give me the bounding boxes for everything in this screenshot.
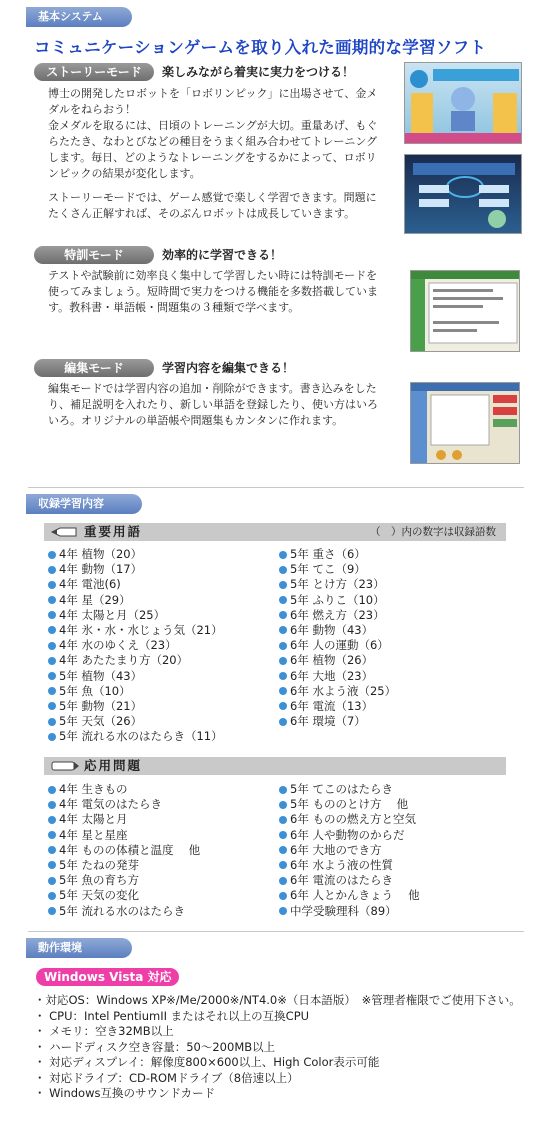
applied-item-label: 4年 生きもの (59, 782, 128, 796)
training-mode-label: 特訓モード (34, 246, 154, 264)
bullet-dot-icon (48, 846, 56, 854)
term-item-label: 6年 大地（23） (290, 668, 374, 683)
requirement-item: ・ Windows互換のサウンドカード (34, 1086, 216, 1100)
divider-1 (28, 487, 524, 488)
applied-item (279, 782, 420, 797)
requirement-item: ・ 対応ディスプレイ：解像度800×600以上、High Color表示可能 (34, 1055, 380, 1069)
applied-item-label: 6年 人とかんきょう 他 (290, 888, 420, 903)
bullet-dot-icon (48, 907, 56, 915)
terms-list-left (48, 547, 223, 744)
bullet-dot-icon (279, 702, 287, 710)
term-item (48, 638, 223, 653)
applied-item (48, 888, 200, 903)
term-item (48, 669, 223, 684)
term-item-label: 6年 電流（13） (290, 698, 374, 713)
applied-item (48, 904, 200, 919)
story-mode-label: ストーリーモード (34, 63, 154, 81)
story-mode-text-2: ストーリーモードでは、ゲーム感覚で楽しく学習できます。問題にたくさん正解すれば、そのぶんロボットは成長していきます。 (48, 191, 377, 220)
applied-item (279, 843, 420, 858)
term-item (279, 562, 396, 577)
applied-item-label: 5年 もののとけ方 他 (290, 797, 409, 812)
applied-list-left (48, 782, 200, 919)
term-item-label: 5年 天気（26） (59, 714, 143, 729)
applied-item-label: 中学受験理科（89） (290, 903, 397, 918)
requirement-item: ・ 対応ドライブ：CD-ROMドライブ（8倍速以上） (34, 1070, 299, 1085)
requirement-item: ・対応OS：Windows XP※/Me/2000※/NT4.0※（日本語版） ※管理者権限でご使用下さい。 (34, 993, 521, 1007)
applied-item (279, 888, 420, 903)
bullet-dot-icon (48, 831, 56, 839)
term-item-label: 6年 水よう液（25） (290, 683, 397, 698)
term-item (48, 714, 223, 729)
applied-item-label: 6年 水よう液の性質 (290, 857, 393, 872)
term-item (48, 699, 223, 714)
term-item (48, 608, 223, 623)
bullet-dot-icon (279, 816, 287, 824)
term-item-label: 4年 水のゆくえ（23） (59, 638, 177, 653)
term-item (279, 577, 396, 592)
term-item (279, 608, 396, 623)
training-screenshot (410, 270, 520, 352)
applied-item-label: 5年 たねの発芽 (59, 857, 139, 872)
training-illustration (411, 271, 520, 352)
section-tab-env-label: 動作環境 (38, 941, 82, 954)
applied-item-label: 5年 流れる水のはたらき (59, 903, 185, 918)
bullet-dot-icon (279, 801, 287, 809)
term-item (279, 623, 396, 638)
bullet-dot-icon (48, 657, 56, 665)
applied-item (48, 812, 200, 827)
bullet-dot-icon (48, 733, 56, 741)
bullet-dot-icon (279, 581, 287, 589)
bullet-dot-icon (48, 877, 56, 885)
bullet-dot-icon (279, 877, 287, 885)
term-item-label: 5年 ふりこ（10） (290, 592, 385, 607)
term-item-label: 6年 燃え方（23） (290, 607, 385, 622)
applied-header-bar (44, 757, 506, 775)
bullet-dot-icon (279, 831, 287, 839)
applied-item-label: 5年 てこのはたらき (290, 782, 393, 796)
term-item (279, 638, 396, 653)
edit-illustration (411, 383, 520, 464)
vista-badge: Windows Vista 対応 (36, 968, 179, 986)
terms-list-right (279, 547, 396, 729)
term-item (279, 699, 396, 714)
applied-item-label: 5年 天気の変化 (59, 888, 139, 903)
requirement-item: ・ ハードディスク空き容量：50～200MB以上 (34, 1039, 276, 1054)
applied-item (48, 873, 200, 888)
story-screenshot-quiz (404, 154, 522, 234)
term-item-label: 5年 とけ方（23） (290, 577, 385, 592)
divider-2 (28, 931, 524, 932)
edit-mode-text: 編集モードでは学習内容の追加・削除ができます。書き込みをしたり、補足説明を入れたり、新しい単語を登録したり、使い方はいろいろ。オリジナルの単語帳や問題集もカンタンに作れます。 (48, 382, 378, 427)
term-item (48, 577, 223, 592)
story-mode-text: 博士の開発したロボットを「ロボリンピック」に出場させて、金メダルをねらおう！ 金メダルを取るには、日頃のトレーニングが大切。重量あげ、もぐらたたき、なわとびなどの種目をうまく組み合わせてトレーニングします。毎日、どのようなトレーニングをするかによって、ロボリンピックの結果が変化します。 (48, 87, 378, 180)
applied-item (48, 858, 200, 873)
section-tab-basic-label: 基本システム (38, 10, 103, 23)
applied-list-right (279, 782, 420, 919)
applied-item-label: 4年 ものの体積と温度 他 (59, 842, 201, 857)
applied-item-label: 6年 ものの燃え方と空気 (290, 812, 416, 827)
robot-illustration (405, 63, 522, 144)
training-mode-subtitle: 効率的に学習できる！ (162, 248, 283, 262)
bullet-dot-icon (279, 626, 287, 634)
term-item-label: 6年 植物（26） (290, 653, 374, 668)
section-tab-env (26, 938, 132, 958)
applied-item-label: 4年 星と星座 (59, 827, 128, 842)
edit-mode-subtitle: 学習内容を編集できる！ (162, 361, 295, 375)
terms-note: （ ）内の数字は収録語数 (370, 526, 496, 538)
applied-item-label: 4年 太陽と月 (59, 812, 128, 827)
applied-item (279, 797, 420, 812)
term-item-label: 6年 人の運動（6） (290, 638, 389, 653)
term-item (279, 547, 396, 562)
term-item (279, 669, 396, 684)
edit-screenshot (410, 382, 520, 464)
bullet-dot-icon (48, 816, 56, 824)
bullet-dot-icon (279, 907, 287, 915)
term-item-label: 4年 植物（20） (59, 547, 143, 561)
term-item-label: 5年 動物（21） (59, 698, 143, 713)
term-item-label: 5年 植物（43） (59, 668, 143, 683)
applied-item-label: 6年 大地のでき方 (290, 842, 382, 857)
term-item (279, 593, 396, 608)
term-item-label: 6年 環境（7） (290, 714, 366, 729)
training-mode-text: テストや試験前に効率良く集中して学習したい時には特訓モードを使ってみましょう。短時間で実力をつける機能を多数搭載しています。教科書・単語帳・問題集の３種類で学べます。 (48, 269, 378, 314)
applied-item (279, 812, 420, 827)
bullet-dot-icon (279, 892, 287, 900)
quiz-illustration (405, 155, 522, 234)
page-headline: コミュニケーションゲームを取り入れた画期的な学習ソフト (34, 38, 487, 57)
applied-item-label: 5年 魚の育ち方 (59, 873, 139, 888)
requirement-item: ・ メモリ：空き32MB以上 (34, 1024, 174, 1038)
terms-title: 重要用語 (84, 524, 143, 539)
term-item-label: 4年 太陽と月（25） (59, 607, 166, 622)
term-item-label: 5年 魚（10） (59, 683, 131, 698)
section-tab-contents (26, 494, 142, 514)
term-item (48, 623, 223, 638)
applied-item (279, 858, 420, 873)
bullet-dot-icon (48, 596, 56, 604)
bullet-dot-icon (48, 551, 56, 559)
bullet-dot-icon (279, 861, 287, 869)
bullet-dot-icon (279, 566, 287, 574)
bullet-dot-icon (279, 611, 287, 619)
bullet-dot-icon (48, 566, 56, 574)
bullet-dot-icon (48, 718, 56, 726)
applied-title: 応用問題 (84, 758, 143, 773)
system-requirements (34, 993, 524, 1102)
applied-item (279, 904, 420, 919)
bullet-dot-icon (48, 687, 56, 695)
term-item-label: 5年 てこ（9） (290, 562, 366, 577)
term-item-label: 5年 流れる水のはたらき（11） (59, 729, 223, 744)
bullet-dot-icon (279, 642, 287, 650)
applied-item (279, 873, 420, 888)
bullet-dot-icon (279, 657, 287, 665)
term-item (48, 562, 223, 577)
bullet-dot-icon (48, 642, 56, 650)
term-item-label: 4年 動物（17） (59, 562, 143, 577)
bullet-dot-icon (48, 892, 56, 900)
bullet-dot-icon (48, 861, 56, 869)
edit-mode-label: 編集モード (34, 359, 154, 377)
story-screenshot-robot (404, 62, 522, 144)
term-item-label: 4年 あたたまり方（20） (59, 653, 189, 668)
bullet-dot-icon (48, 801, 56, 809)
term-item (48, 593, 223, 608)
term-item (279, 714, 396, 729)
applied-item (48, 828, 200, 843)
story-mode-subtitle: 楽しみながら着実に実力をつける！ (162, 65, 355, 79)
bullet-dot-icon (48, 581, 56, 589)
bullet-dot-icon (48, 611, 56, 619)
requirement-item: ・ CPU：Intel PentiumII またはそれ以上の互換CPU (34, 1008, 310, 1023)
bullet-dot-icon (48, 626, 56, 634)
bullet-dot-icon (279, 846, 287, 854)
applied-item (48, 797, 200, 812)
term-item (48, 729, 223, 744)
bullet-dot-icon (279, 551, 287, 559)
bullet-dot-icon (279, 786, 287, 794)
section-tab-contents-label: 収録学習内容 (38, 497, 104, 510)
term-item (48, 547, 223, 562)
bullet-dot-icon (48, 702, 56, 710)
term-item-label: 6年 動物（43） (290, 622, 374, 637)
term-item (48, 653, 223, 668)
applied-item (48, 782, 200, 797)
section-tab-basic (26, 7, 132, 27)
term-item (279, 653, 396, 668)
applied-item-label: 4年 電気のはたらき (59, 797, 162, 812)
bullet-dot-icon (279, 672, 287, 680)
bullet-dot-icon (48, 672, 56, 680)
term-item (48, 684, 223, 699)
term-item-label: 4年 電池(6) (59, 577, 121, 592)
applied-item-label: 6年 電流のはたらき (290, 873, 393, 888)
applied-item (48, 843, 200, 858)
bullet-dot-icon (279, 687, 287, 695)
term-item-label: 5年 重さ（6） (290, 547, 366, 561)
pencil-icon (50, 526, 78, 538)
bullet-dot-icon (279, 596, 287, 604)
applied-item (279, 828, 420, 843)
bullet-dot-icon (279, 718, 287, 726)
term-item-label: 4年 氷・水・水じょう気（21） (59, 622, 223, 637)
applied-item-label: 6年 人や動物のからだ (290, 827, 405, 842)
bullet-dot-icon (48, 786, 56, 794)
term-item (279, 684, 396, 699)
pen-icon (50, 760, 80, 772)
term-item-label: 4年 星（29） (59, 592, 131, 607)
terms-header-bar (44, 523, 506, 541)
